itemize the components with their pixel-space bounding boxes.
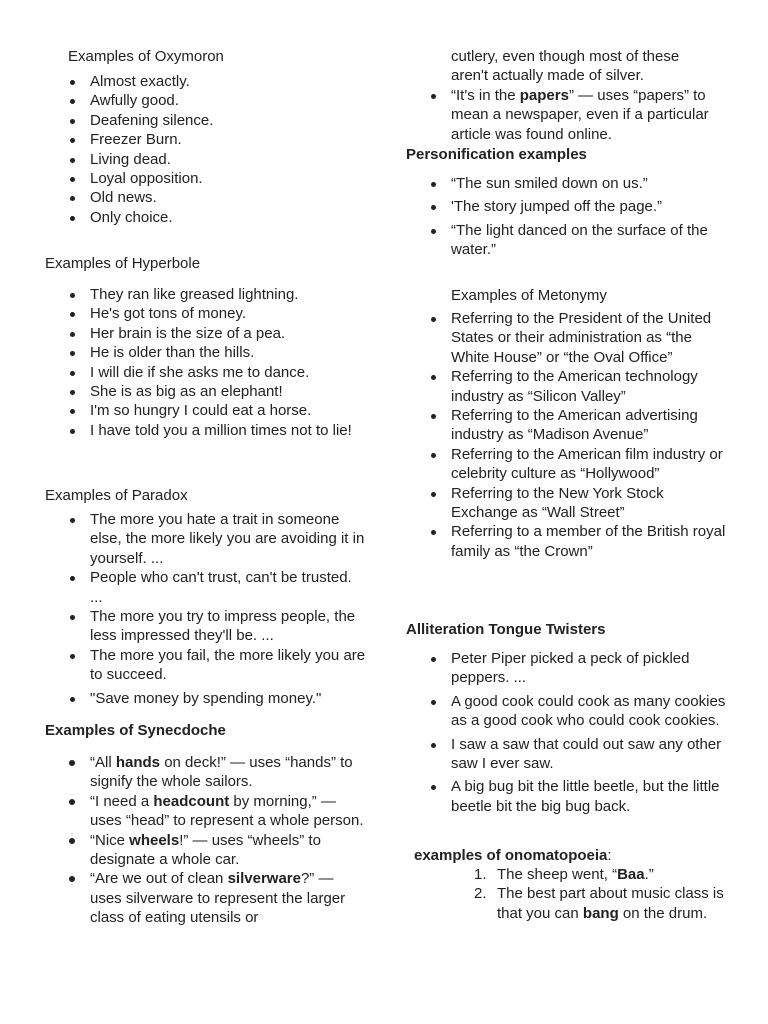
- hyperbole-list: [66, 285, 364, 440]
- list-item: A big bug bit the little beetle, but the little beetle bit the big bug back.: [427, 777, 727, 816]
- list-item: He's got tons of money.: [66, 304, 364, 323]
- alliteration-heading: Alliteration Tongue Twisters: [406, 621, 606, 638]
- list-item: Peter Piper picked a peck of pickled peppers. ...: [427, 649, 727, 688]
- list-item: A good cook could cook as many cookies as a good cook who could cook cookies.: [427, 692, 727, 731]
- onomatopoeia-list: [474, 865, 744, 923]
- list-item: I will die if she asks me to dance.: [66, 363, 364, 382]
- list-item: The more you hate a trait in someone else, the more likely you are avoiding it in yourself. ...: [66, 510, 368, 568]
- synecdoche-heading: Examples of Synecdoche: [45, 722, 226, 739]
- list-item: The more you fail, the more likely you are to succeed.: [66, 646, 368, 685]
- list-item: Only choice.: [66, 208, 386, 227]
- list-item: “The sun smiled down on us.”: [427, 174, 717, 193]
- list-item: “Are we out of clean silverware?” — uses silverware to represent the larger class of eating utensils or: [66, 869, 368, 927]
- list-item: Freezer Burn.: [66, 130, 386, 149]
- list-item: They ran like greased lightning.: [66, 285, 364, 304]
- list-item: 2. The best part about music class is that you can bang on the drum.: [474, 885, 724, 922]
- list-item: He is older than the hills.: [66, 343, 364, 362]
- list-item: Referring to the New York Stock Exchange as “Wall Street”: [427, 484, 727, 523]
- list-item: Referring to the American film industry or celebrity culture as “Hollywood”: [427, 445, 727, 484]
- oxymoron-list: [66, 72, 386, 227]
- list-item: "Save money by spending money.": [66, 689, 368, 708]
- list-item: Referring to the American advertising industry as “Madison Avenue”: [427, 406, 727, 445]
- list-item: “Nice wheels!” — uses “wheels” to designate a whole car.: [66, 831, 368, 870]
- list-item: Her brain is the size of a pea.: [66, 324, 364, 343]
- list-item: “I need a headcount by morning,” — uses “head” to represent a whole person.: [66, 792, 368, 831]
- oxymoron-heading: Examples of Oxymoron: [68, 48, 224, 65]
- list-item: Referring to the American technology industry as “Silicon Valley”: [427, 367, 727, 406]
- list-item: “The light danced on the surface of the water.”: [427, 221, 717, 260]
- list-item: I'm so hungry I could eat a horse.: [66, 401, 364, 420]
- paradox-heading: Examples of Paradox: [45, 487, 188, 504]
- list-item: I saw a saw that could out saw any other saw I ever saw.: [427, 735, 727, 774]
- list-item: “It's in the papers” — uses “papers” to mean a newspaper, even if a particular article was found online.: [427, 86, 717, 144]
- paradox-list: [66, 510, 368, 708]
- list-item: She is as big as an elephant!: [66, 382, 364, 401]
- list-item: Living dead.: [66, 150, 386, 169]
- synecdoche-list: [66, 753, 368, 928]
- hyperbole-heading: Examples of Hyperbole: [45, 255, 201, 272]
- list-item: Referring to the President of the United States or their administration as “the White House” or “the Oval Office”: [427, 309, 727, 367]
- alliteration-list: [427, 649, 727, 816]
- list-item: “All hands on deck!” — uses “hands” to signify the whole sailors.: [66, 753, 368, 792]
- list-item: Loyal opposition.: [66, 169, 386, 188]
- list-item: Almost exactly.: [66, 72, 386, 91]
- list-item: Old news.: [66, 188, 386, 207]
- list-item: The more you try to impress people, the less impressed they'll be. ...: [66, 607, 368, 646]
- list-item: I have told you a million times not to lie!: [66, 421, 364, 440]
- onomatopoeia-heading: examples of onomatopoeia:: [414, 847, 612, 864]
- list-item: Awfully good.: [66, 91, 386, 110]
- list-item: Referring to a member of the British royal family as “the Crown”: [427, 522, 727, 561]
- list-item: 1. The sheep went, “Baa.”: [474, 866, 654, 883]
- list-item: People who can't trust, can't be trusted. ...: [66, 568, 368, 607]
- personification-heading: Personification examples: [406, 146, 587, 163]
- list-item: 'The story jumped off the page.”: [427, 197, 717, 216]
- metonymy-heading: Examples of Metonymy: [451, 287, 607, 304]
- list-item: Deafening silence.: [66, 111, 386, 130]
- metonymy-list: [427, 309, 727, 561]
- synecdoche-continuation: cutlery, even though most of these aren't actually made of silver.: [451, 48, 680, 85]
- synecdoche-list-continued: [427, 86, 717, 144]
- personification-list: [427, 174, 717, 260]
